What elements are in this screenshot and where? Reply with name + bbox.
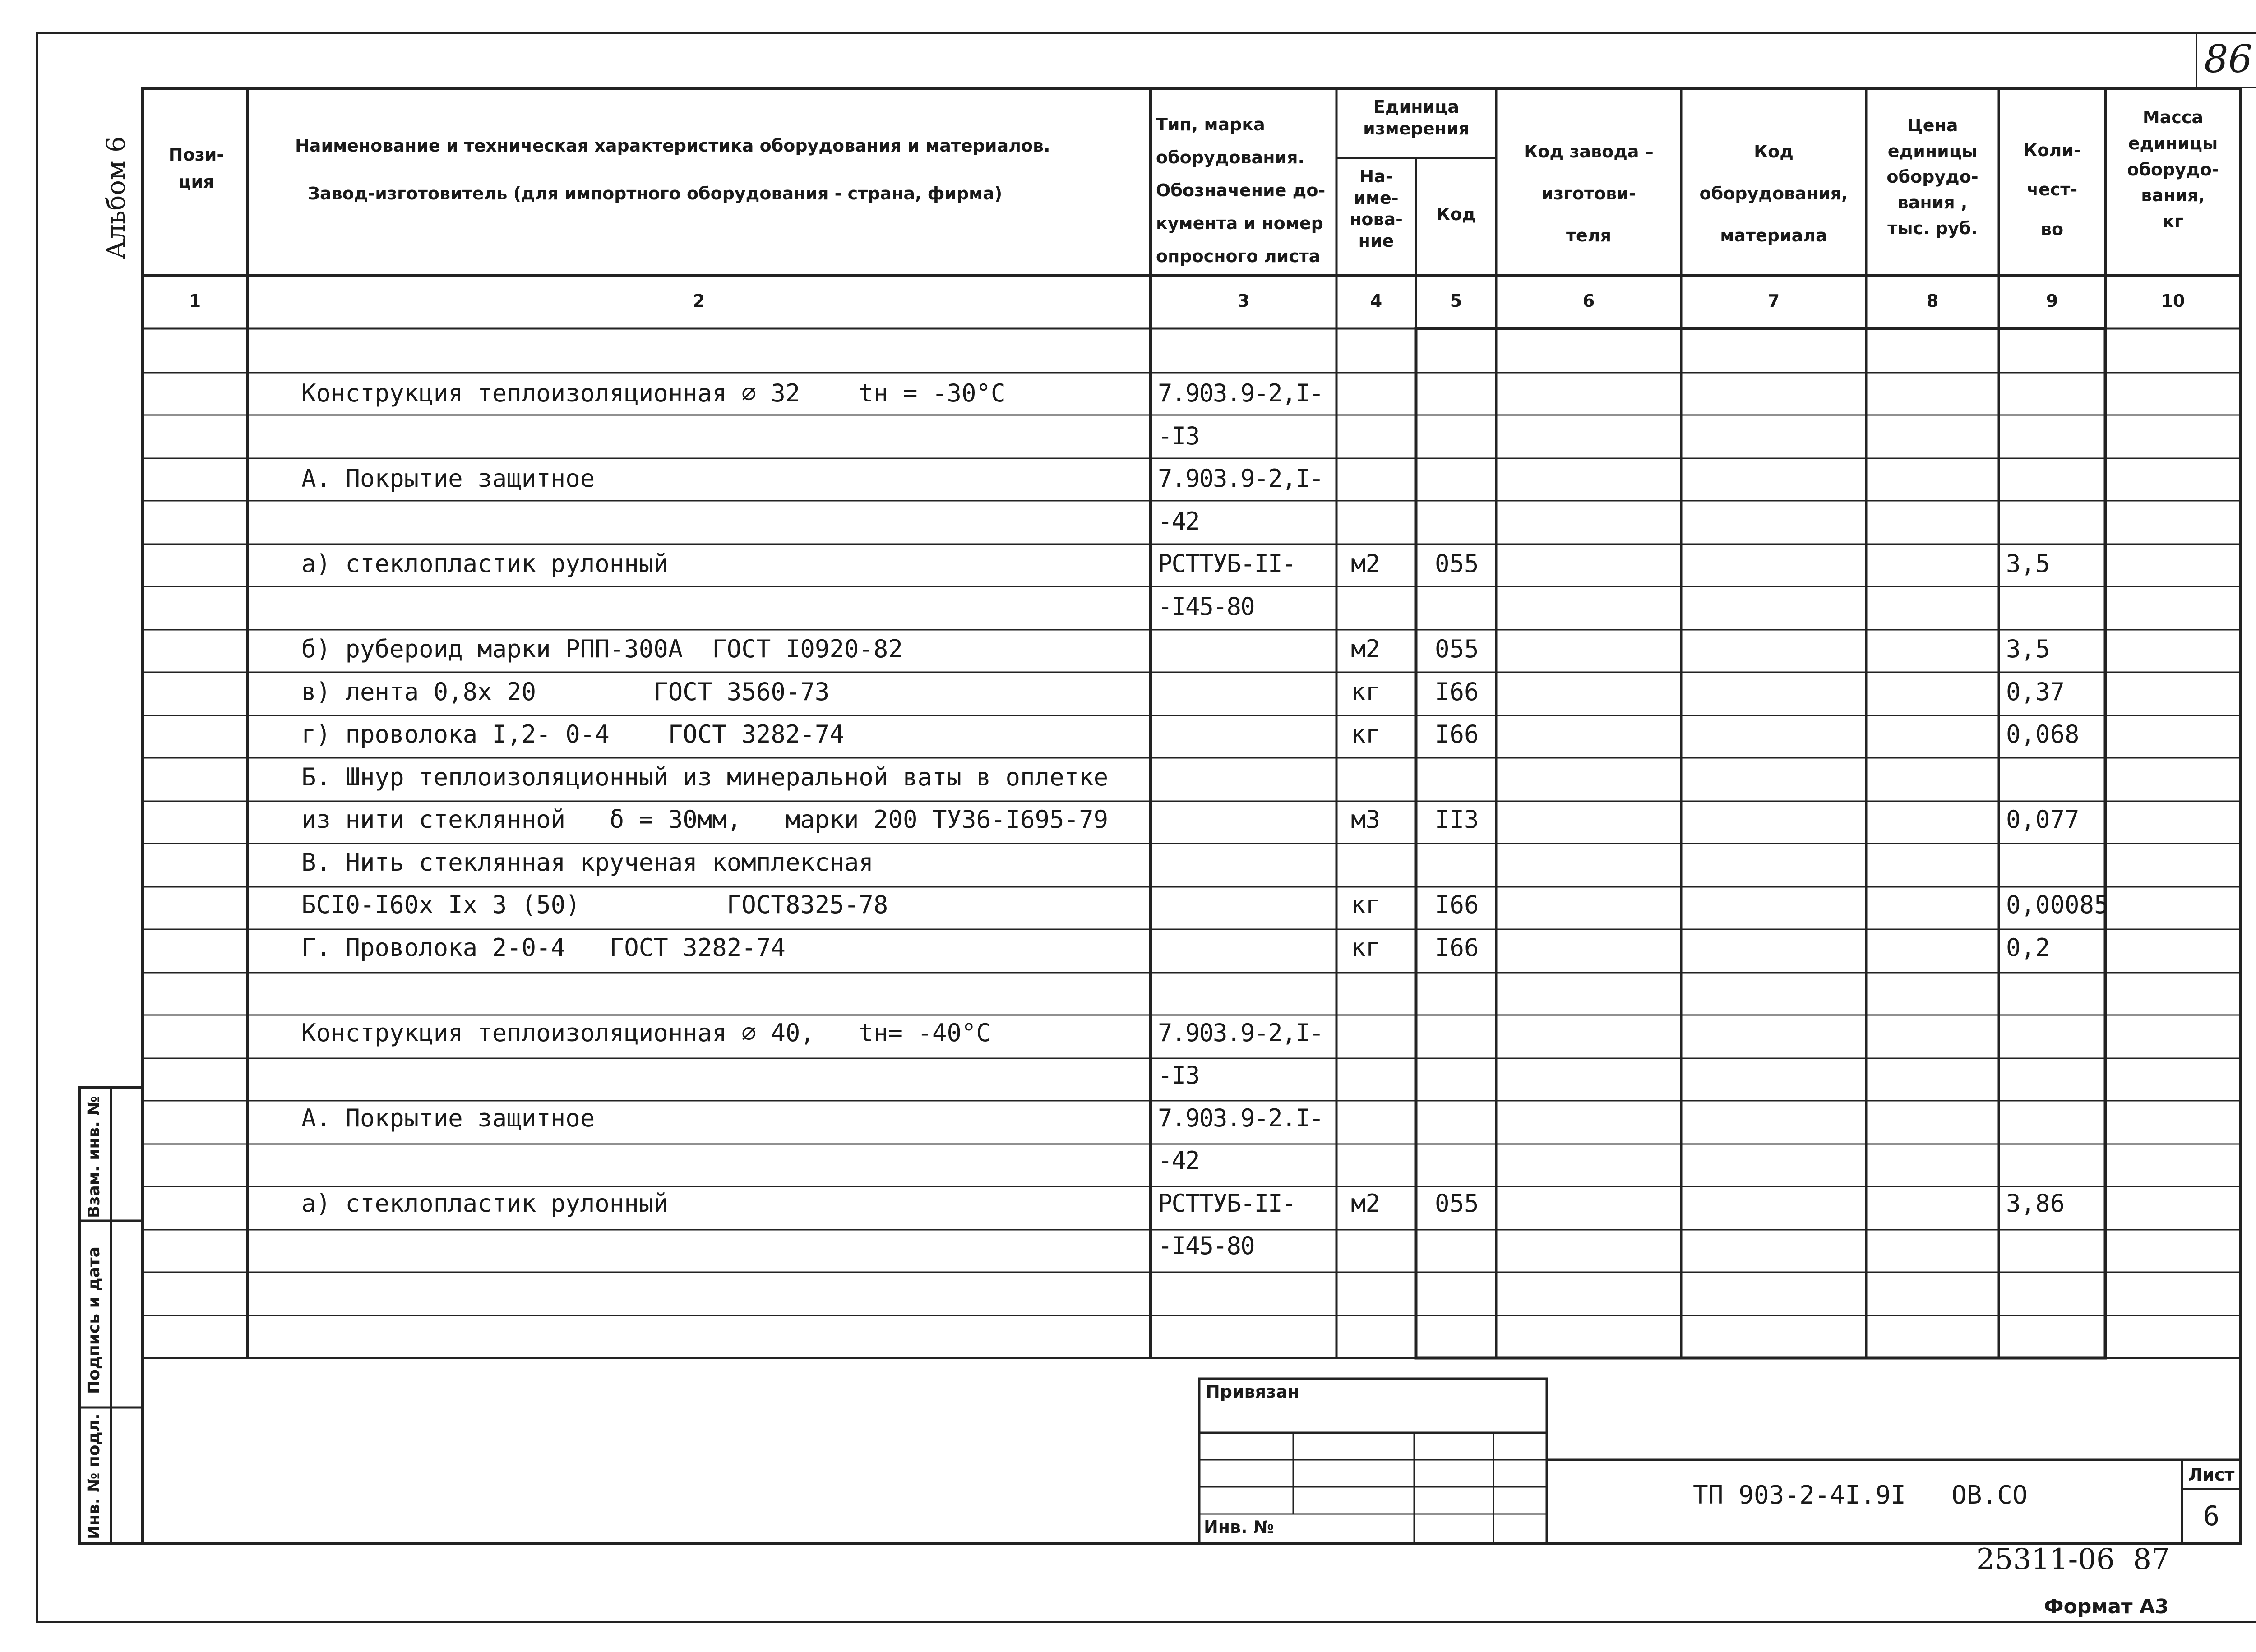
col-number-8: 8	[1926, 291, 1939, 311]
row-quantity: 0,2	[2006, 933, 2050, 962]
col-number-9: 9	[2046, 291, 2058, 311]
header-price: Цена единицы оборудо- вания , тыс. руб.	[1886, 115, 1979, 238]
col-number-1: 1	[189, 291, 201, 311]
corner-number: 86	[2204, 37, 2252, 81]
col-number-3: 3	[1237, 291, 1250, 311]
stamp-podpis-label: Подпись и дата	[85, 1246, 103, 1394]
row-code: I66	[1435, 933, 1479, 962]
list-label: Лист	[2188, 1465, 2235, 1485]
row-code: I66	[1435, 678, 1479, 706]
header-plant-code: Код завода – изготови- теля	[1524, 142, 1654, 246]
row-quantity: 0,00085	[2006, 891, 2109, 919]
row-unit: кг	[1351, 678, 1381, 706]
row-name: Конструкция теплоизоляционная ⌀ 40, tн= -40°C	[301, 1019, 991, 1047]
stamp-vzam-label: Взам. инв. №	[85, 1096, 103, 1218]
row-unit: кг	[1351, 933, 1381, 962]
row-type: РСТТУБ-II-	[1158, 549, 1296, 578]
row-type: РСТТУБ-II-	[1158, 1189, 1296, 1218]
format-label: Формат А3	[2044, 1595, 2169, 1618]
privyazan-label: Привязан	[1206, 1382, 1300, 1402]
row-type: 7.903.9-2,I-	[1158, 379, 1323, 407]
row-type: -42	[1158, 1146, 1199, 1175]
row-code: I66	[1435, 720, 1479, 748]
header-unit-code: Код	[1436, 204, 1476, 224]
row-unit: м2	[1351, 635, 1381, 663]
row-code: II3	[1435, 805, 1479, 834]
row-type: -I3	[1158, 1061, 1199, 1089]
col-number-10: 10	[2161, 291, 2185, 311]
row-name: Конструкция теплоизоляционная ⌀ 32 tн = -30°C	[301, 379, 1006, 407]
row-type: 7.903.9-2,I-	[1158, 1019, 1323, 1047]
row-unit: кг	[1351, 891, 1381, 919]
row-name: Г. Проволока 2-0-4 ГОСТ 3282-74	[301, 933, 786, 962]
header-unit: Единица измерения	[1363, 97, 1470, 138]
row-name: А. Покрытие защитное	[301, 464, 595, 493]
row-quantity: 3,5	[2006, 549, 2050, 578]
bottom-number: 25311-06 87	[1976, 1543, 2170, 1576]
stamp-inv-podl-label: Инв. № подл.	[85, 1413, 103, 1539]
row-quantity: 0,068	[2006, 720, 2080, 748]
row-name: в) лента 0,8х 20 ГОСТ 3560-73	[301, 678, 830, 706]
row-name: б) рубероид марки РПП-300А ГОСТ I0920-82	[301, 635, 903, 663]
row-name: Б. Шнур теплоизоляционный из минеральной ваты в оплетке	[301, 763, 1109, 791]
header-name: Наименование и техническая характеристика оборудования и материалов. Завод-изготовитель (для импортного оборудования - страна, фирма)	[295, 136, 1050, 203]
header-mass: Масса единицы оборудо- вания, кг	[2127, 107, 2219, 231]
row-unit: кг	[1351, 720, 1381, 748]
row-unit: м3	[1351, 805, 1381, 834]
row-type: -I45-80	[1158, 592, 1254, 621]
row-code: 055	[1435, 1189, 1479, 1218]
row-name: г) проволока I,2- 0-4 ГОСТ 3282-74	[301, 720, 844, 748]
row-quantity: 0,37	[2006, 678, 2065, 706]
row-code: 055	[1435, 549, 1479, 578]
header-unit-name: На- име- нова- ние	[1350, 166, 1403, 251]
row-code: I66	[1435, 891, 1479, 919]
row-name: В. Нить стеклянная крученая комплексная	[301, 848, 874, 877]
document-code: ТП 903-2-4I.9I ОВ.СО	[1693, 1481, 2028, 1510]
row-type: 7.903.9-2.I-	[1158, 1104, 1323, 1132]
row-name: а) стеклопластик рулонный	[301, 549, 668, 578]
row-unit: м2	[1351, 549, 1381, 578]
row-type: -I3	[1158, 422, 1199, 450]
row-unit: м2	[1351, 1189, 1381, 1218]
inv-no-label: Инв. №	[1204, 1517, 1274, 1537]
row-type: 7.903.9-2,I-	[1158, 464, 1323, 493]
col-number-5: 5	[1450, 291, 1462, 311]
header-equipment-code: Код оборудования, материала	[1699, 142, 1848, 246]
list-number: 6	[2203, 1500, 2220, 1532]
row-type: -I45-80	[1158, 1232, 1254, 1260]
row-code: 055	[1435, 635, 1479, 663]
row-name: из нити стеклянной δ = 30мм, марки 200 ТУ36-I695-79	[301, 805, 1109, 834]
row-type: -42	[1158, 507, 1199, 535]
row-name: а) стеклопластик рулонный	[301, 1189, 668, 1218]
header-type: Тип, марка оборудования. Обозначение до- кумента и номер опросного листа	[1156, 115, 1326, 266]
header-quantity: Коли- чест- во	[2023, 140, 2081, 239]
col-number-2: 2	[693, 291, 705, 311]
row-quantity: 0,077	[2006, 805, 2080, 834]
row-name: БСI0-I60х Iх 3 (50) ГОСТ8325-78	[301, 891, 888, 919]
row-quantity: 3,5	[2006, 635, 2050, 663]
col-number-4: 4	[1370, 291, 1382, 311]
header-position: Пози- ция	[168, 145, 224, 192]
album-label: Альбом 6	[102, 136, 131, 259]
row-name: А. Покрытие защитное	[301, 1104, 595, 1132]
col-number-6: 6	[1582, 291, 1595, 311]
row-quantity: 3,86	[2006, 1189, 2065, 1218]
col-number-7: 7	[1767, 291, 1780, 311]
